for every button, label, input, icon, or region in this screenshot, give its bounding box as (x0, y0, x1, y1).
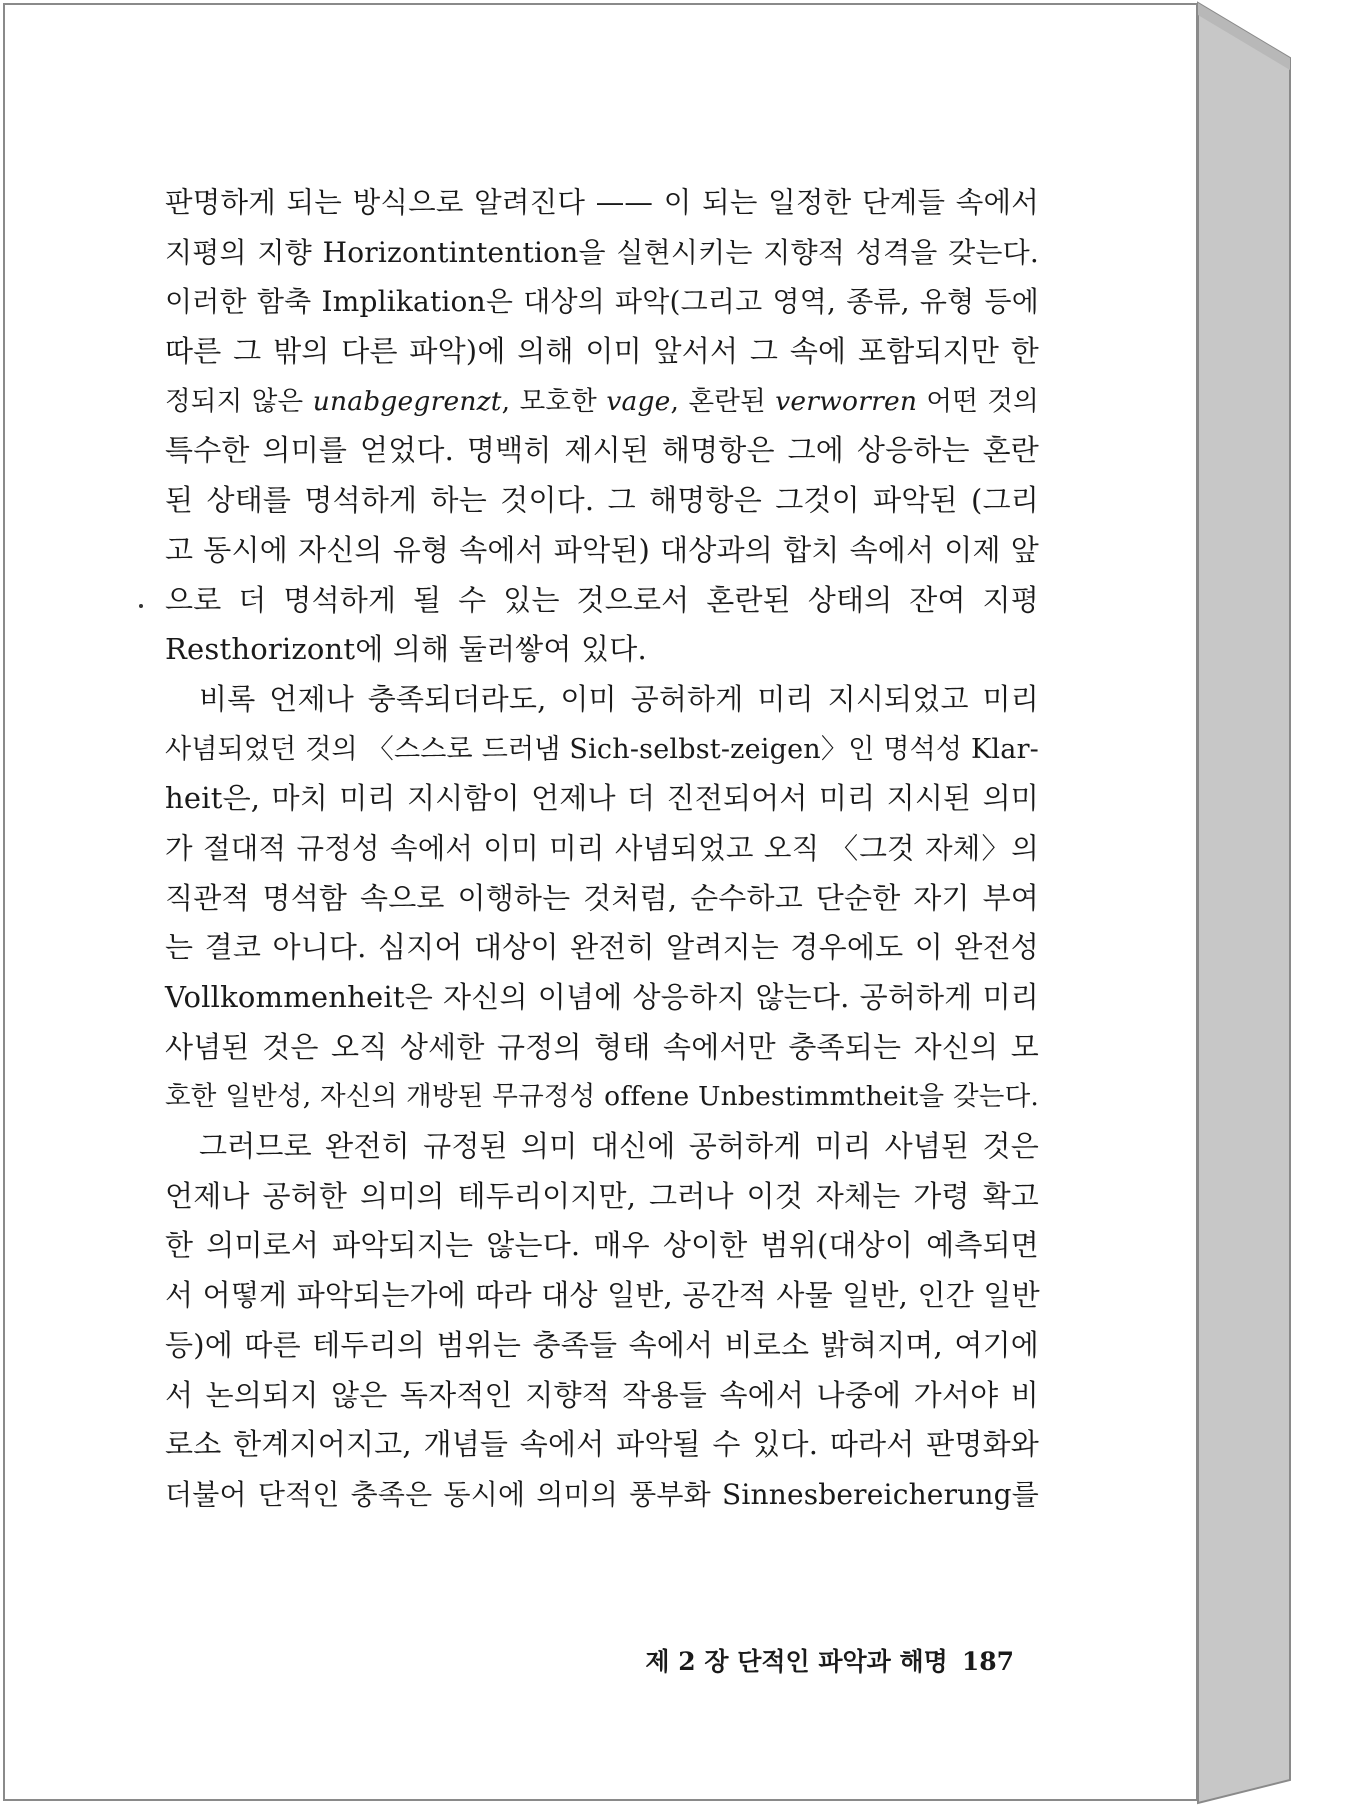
text-line (165, 377, 1039, 427)
text-line: 언제나 공허한 의미의 테두리이지만, 그러나 이것 자체는 가령 확고 (165, 1178, 1039, 1213)
italic-term: verworren (775, 385, 918, 417)
text-segment: , 혼란된 (670, 385, 776, 417)
body-text (165, 178, 1039, 1520)
text-line: 로소 한계지어지고, 개념들 속에서 파악될 수 있다. 따라서 판명화와 (165, 1427, 1039, 1462)
text-line: 는 결코 아니다. 심지어 대상이 완전히 알려지는 경우에도 이 완전성 (165, 930, 1039, 965)
text-line: 고 동시에 자신의 유형 속에서 파악된) 대상과의 합치 속에서 이제 앞 (165, 532, 1039, 567)
running-footer (640, 1642, 1014, 1678)
italic-term: vage (606, 385, 671, 417)
text-line: 이러한 함축 Implikation은 대상의 파악(그리고 영역, 종류, 유형 등에 (165, 285, 1039, 319)
text-line: 판명하게 되는 방식으로 알려진다 —— 이 되는 일정한 단계들 속에서 (165, 186, 1039, 219)
text-line: 서 논의되지 않은 독자적인 지향적 작용들 속에서 나중에 가서야 비 (165, 1377, 1039, 1412)
text-line: 사념되었던 것의 〈스스로 드러냄 Sich-selbst-zeigen〉인 명석성 Klar- (165, 733, 1039, 765)
chapter-title: 제 2 장 단적인 파악과 해명 (645, 1647, 948, 1676)
text-segment: 어떤 것의 (917, 385, 1039, 417)
text-line: 직관적 명석함 속으로 이행하는 것처럼, 순수하고 단순한 자기 부여 (165, 880, 1039, 915)
text-line: Vollkommenheit은 자신의 이념에 상응하지 않는다. 공허하게 미리 (165, 980, 1039, 1014)
text-line: 그러므로 완전히 규정된 의미 대신에 공허하게 미리 사념된 것은 (199, 1129, 1039, 1164)
text-line: 따른 그 밖의 다른 파악)에 의해 이미 앞서서 그 속에 포함되지만 한 (165, 334, 1039, 369)
text-line: 서 어떻게 파악되는가에 따라 대상 일반, 공간적 사물 일반, 인간 일반 (165, 1278, 1040, 1313)
italic-term: unabgegrenzt (312, 385, 502, 417)
text-line: Resthorizont에 의해 둘러쌓여 있다. (165, 632, 647, 667)
text-line: 으로 더 명석하게 될 수 있는 것으로서 혼란된 상태의 잔여 지평 (165, 582, 1039, 617)
text-line: 사념된 것은 오직 상세한 규정의 형태 속에서만 충족되는 자신의 모 (165, 1029, 1039, 1064)
text-segment: , 모호한 (501, 385, 607, 417)
text-line: 등)에 따른 테두리의 범위는 충족들 속에서 비로소 밝혀지며, 여기에 (165, 1327, 1039, 1362)
text-line: 호한 일반성, 자신의 개방된 무규정성 offene Unbestimmtheit을 갖는다. (165, 1081, 1039, 1113)
margin-mark (139, 604, 143, 608)
text-line: 비록 언제나 충족되더라도, 이미 공허하게 미리 지시되었고 미리 (199, 681, 1039, 716)
text-line: 특수한 의미를 얻었다. 명백히 제시된 해명항은 그에 상응하는 혼란 (165, 433, 1039, 468)
text-line: 한 의미로서 파악되지는 않는다. 매우 상이한 범위(대상이 예측되면 (165, 1228, 1039, 1263)
text-line: 가 절대적 규정성 속에서 이미 미리 사념되었고 오직 〈그것 자체〉의 (165, 831, 1039, 865)
text-line: 된 상태를 명석하게 하는 것이다. 그 해명항은 그것이 파악된 (그리 (165, 483, 1039, 518)
text-segment: 정되지 않은 (165, 385, 313, 417)
text-line: 더불어 단적인 충족은 동시에 의미의 풍부화 Sinnesbereicherung를 (165, 1477, 1039, 1511)
text-line: 지평의 지향 Horizontintention을 실현시키는 지향적 성격을 갖는다. (165, 235, 1039, 269)
text-line: heit은, 마치 미리 지시함이 언제나 더 진전되어서 미리 지시된 의미 (165, 781, 1039, 816)
page-number: 187 (961, 1647, 1014, 1676)
